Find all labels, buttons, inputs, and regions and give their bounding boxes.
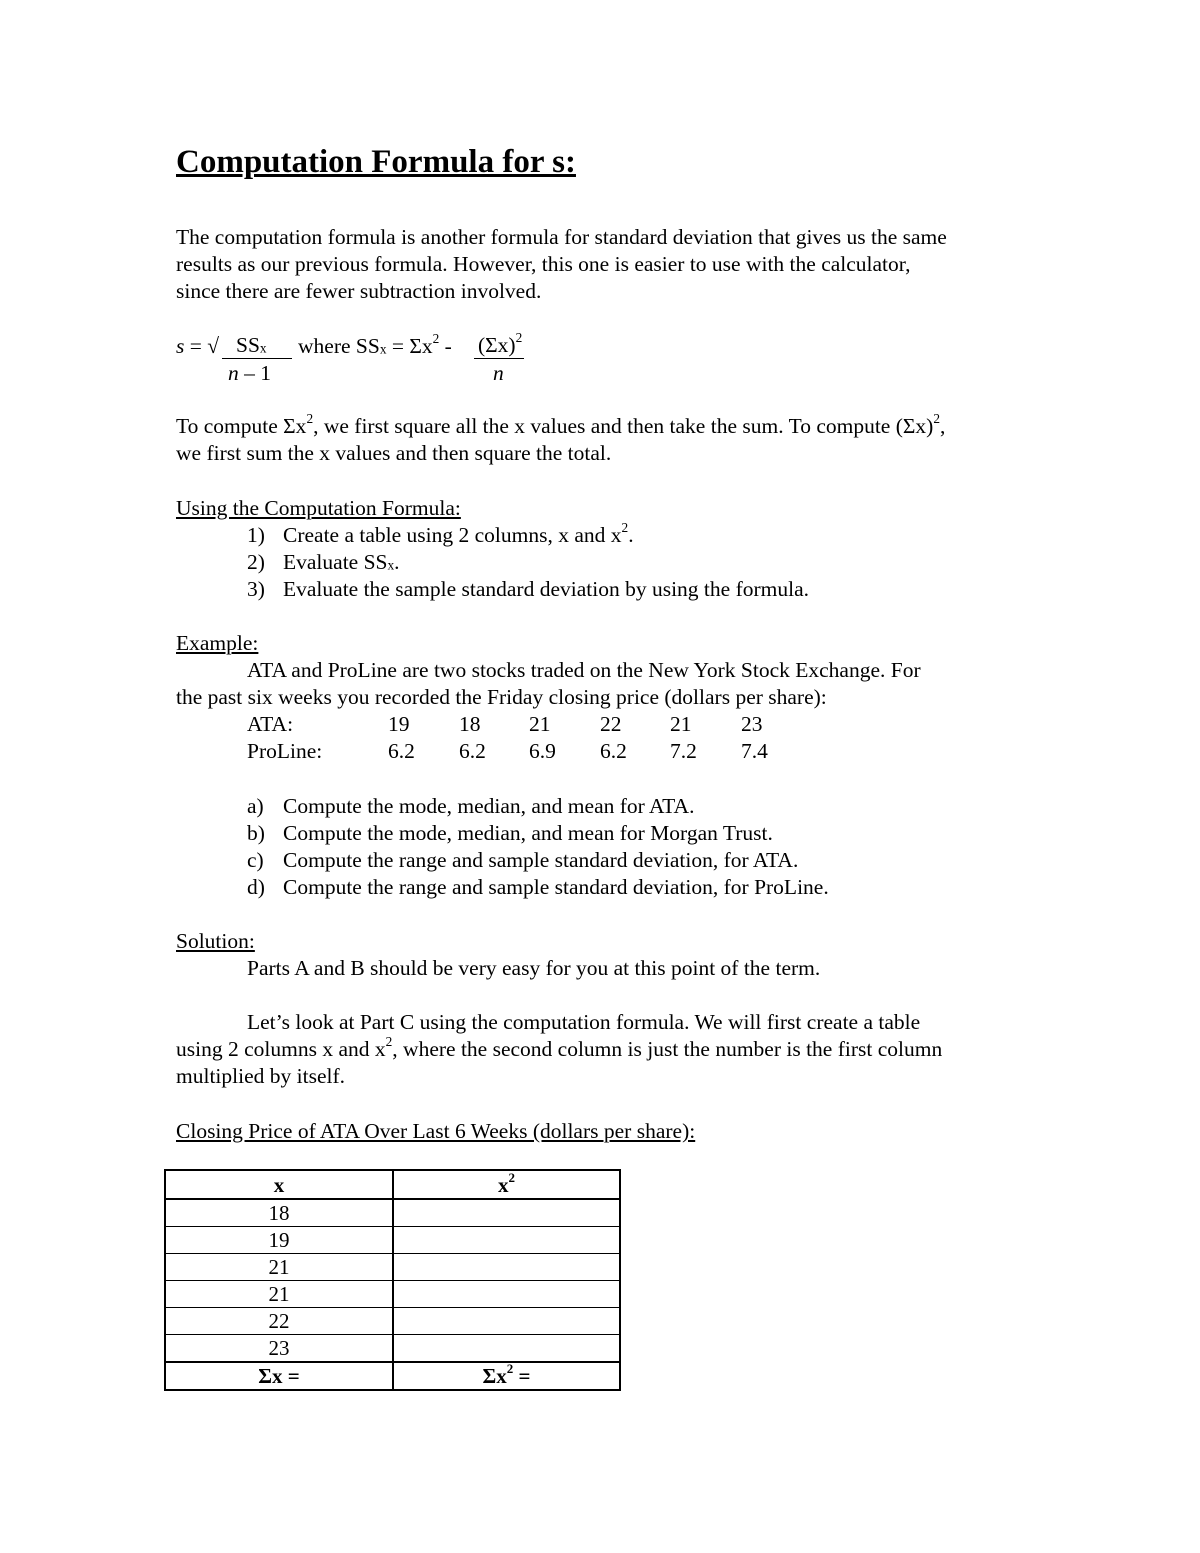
sum-x-squared-cell	[393, 1362, 620, 1390]
ata-value: 19	[388, 712, 410, 736]
proline-value: 7.2	[670, 739, 697, 763]
table-row	[165, 1199, 620, 1227]
using-item-2	[247, 549, 400, 576]
using-item-tail: .	[394, 550, 400, 574]
x-cell: 21	[165, 1281, 393, 1308]
table-row	[165, 1335, 620, 1363]
header-x-squared	[393, 1170, 620, 1199]
explain-line-1	[176, 410, 1056, 440]
formula-where-sub: x	[379, 341, 387, 357]
ata-value: 21	[529, 712, 551, 736]
x-squared-cell[interactable]	[393, 1308, 620, 1335]
sum-x2-eq: =	[513, 1364, 531, 1388]
explain-sup-b: 2	[933, 410, 940, 426]
solution-line-4: multiplied by itself.	[176, 1064, 345, 1088]
table-caption: Closing Price of ATA Over Last 6 Weeks (dollars per share):	[176, 1119, 696, 1143]
intro-line-2: results as our previous formula. However, this one is easier to use with the calculator,	[176, 252, 911, 276]
ata-price-table	[164, 1169, 621, 1391]
solution-text-a: using 2 columns x and x	[176, 1037, 386, 1061]
table-row	[165, 1254, 620, 1281]
formula-ssx-numerator	[222, 333, 292, 359]
ata-value: 22	[600, 712, 622, 736]
using-heading: Using the Computation Formula:	[176, 496, 461, 520]
header-x2-text: x	[497, 1172, 509, 1197]
ata-value: 23	[741, 712, 763, 736]
using-item-tail: .	[628, 523, 634, 547]
x-squared-cell[interactable]	[393, 1254, 620, 1281]
explain-text-b: , we first square all the x values and then take the sum. To compute (Σx)	[313, 414, 934, 438]
proline-value: 6.2	[388, 739, 415, 763]
explain-line-2: we first sum the x values and then square the total.	[176, 441, 612, 465]
page-title: Computation Formula for s:	[176, 144, 576, 180]
solution-line-2: Let’s look at Part C using the computation formula. We will first create a table	[247, 1010, 921, 1034]
proline-value: 6.2	[600, 739, 627, 763]
question-letter: a)	[247, 794, 264, 818]
using-item-number: 1)	[247, 523, 265, 547]
question-text: Compute the mode, median, and mean for ATA.	[283, 794, 695, 818]
sum-x2-sup: 2	[506, 1361, 514, 1377]
question-text: Compute the mode, median, and mean for Morgan Trust.	[283, 821, 773, 845]
formula-where	[298, 330, 452, 360]
solution-heading: Solution:	[176, 929, 255, 953]
table-header-row	[165, 1170, 620, 1199]
question-letter: c)	[247, 848, 264, 872]
formula-sq2: 2	[515, 329, 523, 345]
explain-text-c: ,	[940, 414, 946, 438]
intro-line-1: The computation formula is another formula for standard deviation that gives us the same	[176, 225, 947, 249]
example-heading: Example:	[176, 631, 259, 655]
ata-label: ATA:	[247, 712, 294, 736]
question-letter: b)	[247, 821, 265, 845]
question-text: Compute the range and sample standard deviation, for ATA.	[283, 848, 799, 872]
header-x: x	[165, 1170, 393, 1199]
formula-n-denominator: n	[493, 361, 504, 385]
using-item-text: Evaluate SS	[283, 550, 388, 574]
using-item-sup: 2	[621, 519, 629, 535]
solution-line-3	[176, 1033, 1056, 1063]
x-squared-cell[interactable]	[393, 1227, 620, 1254]
explain-text-a: To compute Σx	[176, 414, 307, 438]
x-squared-cell[interactable]	[393, 1199, 620, 1227]
formula-sq: 2	[432, 330, 440, 346]
table-row	[165, 1227, 620, 1254]
x-cell: 23	[165, 1335, 393, 1363]
solution-text-b: , where the second column is just the number is the first column	[392, 1037, 943, 1061]
x-cell: 22	[165, 1308, 393, 1335]
using-item-number: 3)	[247, 577, 265, 601]
x-squared-cell[interactable]	[393, 1281, 620, 1308]
proline-value: 6.9	[529, 739, 556, 763]
sum-x2-text: Σx	[482, 1364, 507, 1388]
ata-value: 21	[670, 712, 692, 736]
x-squared-cell[interactable]	[393, 1335, 620, 1363]
formula-minus-one: – 1	[238, 361, 271, 385]
question-d	[247, 874, 829, 901]
formula-sum-x: = Σx	[386, 334, 433, 358]
formula-sum-squared	[474, 329, 524, 359]
solution-line-1: Parts A and B should be very easy for you at this point of the term.	[247, 956, 821, 980]
question-letter: d)	[247, 875, 265, 899]
proline-label: ProLine:	[247, 739, 323, 763]
using-item-text: Evaluate the sample standard deviation by using the formula.	[283, 577, 810, 601]
question-text: Compute the range and sample standard deviation, for ProLine.	[283, 875, 829, 899]
formula-ssx-sub: x	[259, 340, 267, 356]
formula-sum-paren: (Σx)	[478, 333, 516, 357]
sum-x-cell: Σx =	[165, 1362, 393, 1390]
example-line-2: the past six weeks you recorded the Friday closing price (dollars per share):	[176, 685, 827, 709]
formula-s-symbol: s	[176, 334, 185, 358]
table-row	[165, 1308, 620, 1335]
proline-value: 6.2	[459, 739, 486, 763]
x-cell: 18	[165, 1199, 393, 1227]
formula-s	[176, 333, 219, 360]
using-item-text: Create a table using 2 columns, x and x	[283, 523, 622, 547]
intro-line-3: since there are fewer subtraction involved.	[176, 279, 542, 303]
proline-value: 7.4	[741, 739, 768, 763]
formula-ssx-text: SS	[236, 333, 260, 357]
question-b	[247, 820, 773, 847]
header-x2-sup: 2	[508, 1169, 515, 1185]
example-line-1: ATA and ProLine are two stocks traded on the New York Stock Exchange. For	[247, 658, 921, 682]
formula-n: n	[228, 361, 239, 385]
using-item-1	[247, 519, 634, 549]
formula-sqrt: = √	[184, 334, 220, 358]
using-item-sub: x	[387, 557, 395, 573]
question-c	[247, 847, 798, 874]
table-row	[165, 1281, 620, 1308]
formula-denominator	[228, 360, 271, 387]
table-total-row	[165, 1362, 620, 1390]
ata-value: 18	[459, 712, 481, 736]
question-a	[247, 793, 694, 820]
x-cell: 19	[165, 1227, 393, 1254]
explain-sup-a: 2	[306, 410, 314, 426]
solution-sup: 2	[385, 1033, 393, 1049]
using-item-3	[247, 576, 809, 603]
using-item-number: 2)	[247, 550, 265, 574]
x-cell: 21	[165, 1254, 393, 1281]
formula-minus: -	[439, 334, 452, 358]
formula-where-text: where SS	[298, 334, 380, 358]
